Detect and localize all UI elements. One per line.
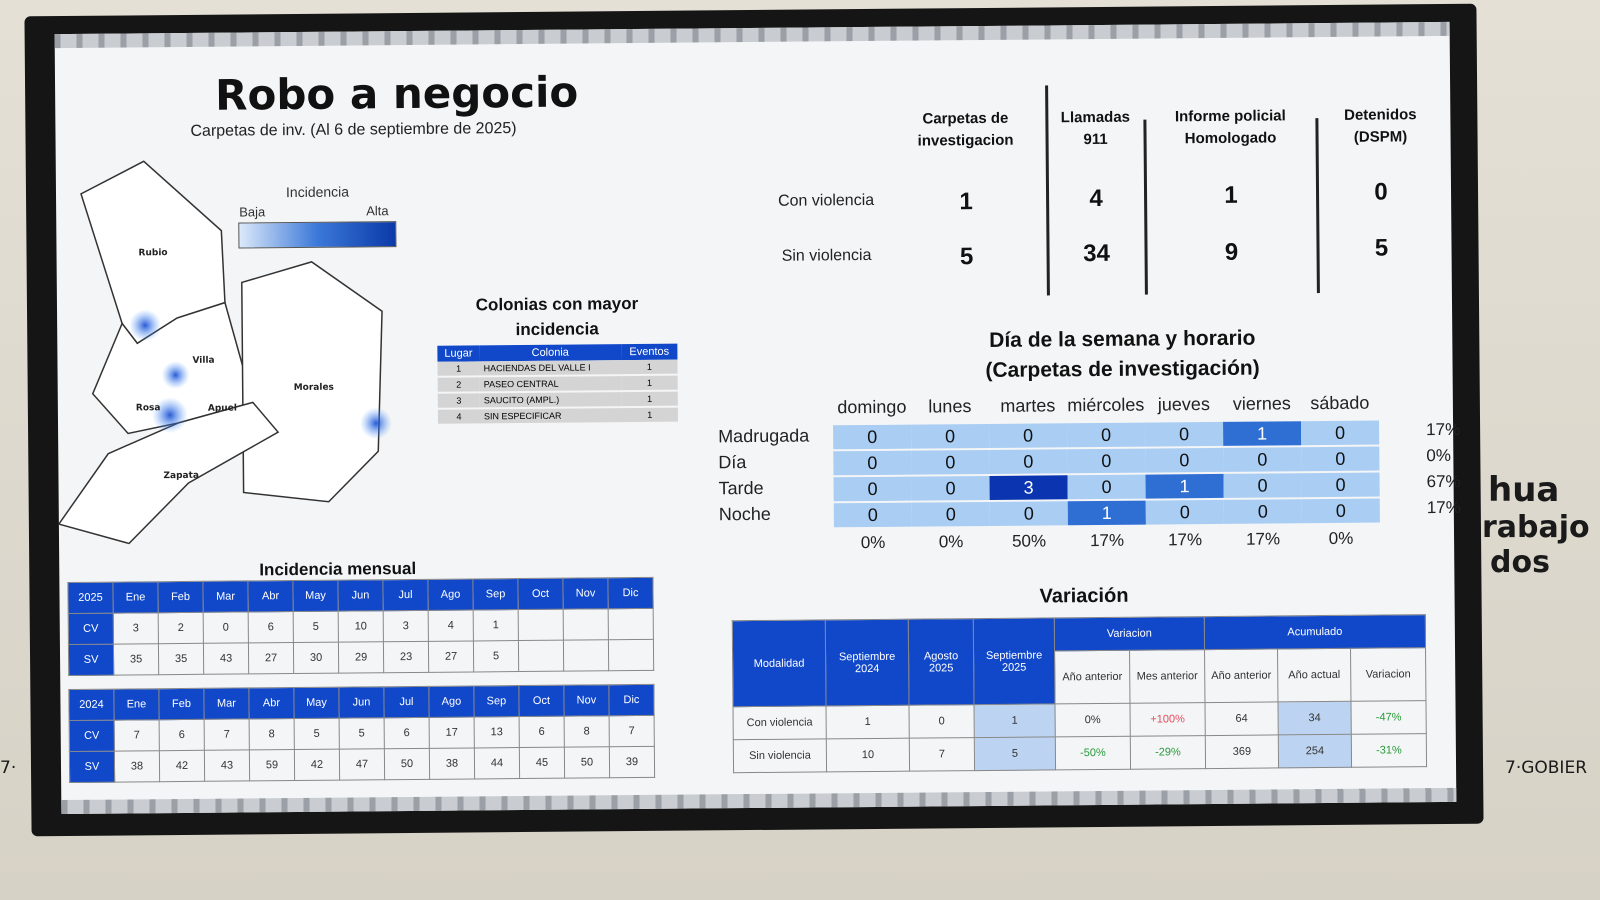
kpi-value: 9 (1224, 238, 1239, 266)
cell: 4 (438, 408, 480, 424)
heatmap-col-pct: 17% (1167, 530, 1203, 550)
heatmap-cell: 0 (834, 477, 912, 502)
cell: 0 (203, 612, 248, 643)
cell: SV (69, 751, 114, 782)
heatmap-cell: 0 (1223, 447, 1301, 472)
vh-mes-anterior: Mes anterior (1130, 650, 1205, 704)
cell: 10 (338, 611, 383, 642)
heatmap-cell: 0 (1224, 499, 1302, 524)
vh-ago25: Agosto 2025 (908, 619, 974, 706)
cell: 0 (909, 705, 974, 739)
cell: 59 (249, 750, 294, 781)
heatmap-col-pct: 17% (1245, 529, 1281, 549)
cell: Ago (428, 579, 473, 610)
heatmap-row-pct: 17% (1426, 419, 1461, 440)
cell: 369 (1205, 735, 1278, 769)
cell: 0% (1055, 703, 1130, 737)
mensual-title: Incidencia mensual (259, 558, 417, 580)
heatmap-day-label: jueves (1157, 394, 1210, 415)
kpi-value: 1 (1224, 181, 1238, 209)
table-row (68, 577, 653, 613)
heatmap-col-pct: 0% (1328, 528, 1354, 548)
heatmap-title-line2: (Carpetas de investigación) (985, 356, 1260, 382)
heatmap-cell: 0 (1301, 447, 1379, 472)
cell: 3 (438, 392, 480, 408)
screen-rail-top (55, 22, 1450, 48)
heatmap-col-pct: 17% (1089, 530, 1125, 551)
cell: 13 (474, 717, 519, 748)
kpi-value: 1 (959, 188, 973, 216)
cell: 1 (621, 375, 677, 391)
cell: Mar (204, 688, 249, 719)
cell: -47% (1351, 701, 1426, 735)
screen-rail-bottom (61, 788, 1456, 814)
cell: Jul (383, 579, 428, 610)
cell: Oct (518, 578, 563, 609)
cell: 34 (1278, 701, 1351, 735)
kpi-panel (755, 82, 1447, 318)
heatmap-day-label: miércoles (1067, 394, 1145, 416)
cell: Jun (339, 687, 384, 718)
heatmap-cell: 0 (911, 424, 989, 449)
cell (518, 609, 563, 640)
cell: 7 (609, 715, 654, 746)
cell: 5 (293, 611, 338, 642)
cell: 8 (564, 716, 609, 747)
legend-gradient (238, 221, 396, 248)
cell: PASEO CENTRAL (480, 375, 622, 392)
cell: Ene (114, 689, 159, 720)
heatmap-cell: 0 (912, 502, 990, 527)
vh-modalidad: Modalidad (732, 620, 826, 707)
heatmap-period-label: Madrugada (718, 425, 810, 447)
cell (608, 639, 653, 670)
heatmap-row-pct: 17% (1426, 497, 1461, 518)
cell: 3 (383, 610, 428, 641)
mensual-table-2024 (68, 684, 655, 783)
table-row (69, 715, 654, 751)
heatmap-cell: 1 (1223, 421, 1301, 446)
table-row (68, 639, 653, 675)
cell: Abr (248, 581, 293, 612)
cell: 44 (474, 748, 519, 779)
cell: 43 (204, 750, 249, 781)
table-row (69, 684, 654, 720)
cell: 5 (974, 737, 1055, 771)
colonias-header-eventos: Eventos (621, 344, 677, 360)
cell: 29 (338, 642, 383, 673)
heatmap-cell: 0 (1302, 499, 1380, 524)
map-label-4: Apuel (207, 403, 237, 414)
vh-acum-anterior: Año anterior (1205, 649, 1278, 703)
cell: May (293, 580, 338, 611)
heatmap-cell: 0 (912, 476, 990, 501)
cell: 64 (1205, 702, 1278, 736)
wall-text-2: rabajo (1482, 510, 1590, 545)
heatmap-day-label: martes (1000, 395, 1056, 416)
table-row (68, 608, 653, 644)
heatmap-cell: 0 (989, 449, 1067, 474)
cell: Feb (158, 581, 203, 612)
cell: Dic (608, 577, 653, 608)
kpi-header-carpetas: Carpetas de investigacion (917, 109, 1014, 150)
cell: 42 (294, 749, 339, 780)
cell: 6 (248, 612, 293, 643)
heatmap-title (937, 323, 1308, 386)
cell: SAUCITO (AMPL.) (480, 391, 622, 408)
cell (608, 608, 653, 639)
cell: Dic (609, 684, 654, 715)
kpi-value: 5 (959, 243, 974, 271)
cell: 35 (113, 644, 158, 675)
cell: 27 (248, 643, 293, 674)
heatmap-cell: 1 (1145, 474, 1223, 499)
heatmap-period-label: Tarde (718, 477, 764, 499)
cell: 1 (473, 610, 518, 641)
kpi-row-label-cv: Con violencia (777, 191, 875, 210)
cell (563, 609, 608, 640)
cell: SV (68, 644, 113, 675)
heatmap-day-label: sábado (1310, 392, 1370, 414)
cell: 50 (564, 747, 609, 778)
cell: 1 (826, 705, 909, 739)
slide-title: Robo a negocio (214, 67, 579, 120)
map-label-6: Zapata (163, 470, 200, 482)
vh-anio-anterior: Año anterior (1055, 650, 1130, 704)
kpi-header-detenidos: Detenidos (DSPM) (1344, 106, 1417, 146)
kpi-divider-2 (1143, 120, 1148, 295)
legend-high: Alta (366, 203, 389, 219)
heatmap-cell: 0 (990, 501, 1068, 526)
incidence-map (56, 151, 419, 554)
table-row (438, 407, 678, 425)
cell: -29% (1130, 736, 1205, 770)
cell (518, 640, 563, 671)
cell: 47 (339, 749, 384, 780)
cell: Feb (159, 688, 204, 719)
wall-footer-right: 7·GOBIER (1505, 758, 1588, 778)
kpi-header-llamadas: Llamadas 911 (1060, 108, 1131, 149)
cell: 42 (159, 750, 204, 781)
cell: 2 (158, 612, 203, 643)
mensual-table-2025 (67, 577, 654, 676)
map-label-3: Rosa (135, 403, 161, 414)
cell: 6 (519, 716, 564, 747)
heatmap-period-label: Noche (718, 503, 771, 525)
cell: 7 (114, 720, 159, 751)
tv-frame (24, 4, 1483, 837)
heatmap-col-pct: 0% (938, 532, 964, 552)
cell: 5 (473, 641, 518, 672)
vh-variacion: Variacion (1054, 617, 1204, 651)
cell: Sin violencia (733, 739, 826, 773)
heatmap-col-pct: 0% (860, 532, 886, 553)
cell: 4 (428, 610, 473, 641)
heatmap-cell: 0 (1223, 473, 1301, 498)
map-label-1: Rubio (138, 248, 168, 259)
heatmap-col-pct: 50% (1011, 531, 1047, 551)
cell: 1 (621, 360, 677, 375)
kpi-header-iph: Informe policial Homologado (1174, 107, 1286, 148)
map-label-2: Villa (192, 355, 215, 366)
cell: 5 (294, 718, 339, 749)
cell: 7 (909, 738, 974, 772)
cell: 17 (429, 717, 474, 748)
heatmap-day-label: viernes (1232, 393, 1291, 414)
heatmap-cell: 0 (1145, 422, 1223, 447)
heatmap-cell: 0 (1301, 421, 1379, 446)
heatmap-day-label: lunes (928, 396, 972, 417)
cell: 1 (622, 407, 678, 423)
heatmap-row-pct: 67% (1426, 471, 1461, 492)
heatmap-cell: 0 (1067, 423, 1145, 448)
cell: +100% (1130, 703, 1205, 737)
cell: Nov (563, 578, 608, 609)
heatmap-cell: 0 (1301, 473, 1379, 498)
cell: Con violencia (733, 706, 826, 740)
cell: SIN ESPECIFICAR (480, 407, 622, 424)
heatmap-cell: 0 (1145, 448, 1223, 473)
cell: 2024 (69, 689, 114, 720)
map-hotspot-1 (129, 309, 161, 341)
vh-acum-actual: Año actual (1278, 648, 1351, 702)
wall-text-1: hua (1488, 470, 1560, 510)
heatmap-day-label: domingo (837, 396, 907, 418)
cell: 2025 (68, 582, 113, 613)
cell: Abr (249, 688, 294, 719)
cell: 50 (384, 748, 429, 779)
heatmap-cell: 0 (833, 425, 911, 450)
cell: Jun (338, 580, 383, 611)
kpi-value: 5 (1374, 234, 1389, 262)
heatmap-cell: 0 (989, 423, 1067, 448)
cell: Ago (429, 686, 474, 717)
cell: 45 (519, 747, 564, 778)
kpi-value: 4 (1089, 184, 1103, 213)
kpi-value: 34 (1083, 239, 1111, 268)
legend-low: Baja (239, 204, 266, 220)
cell: Mar (203, 581, 248, 612)
vh-sep25: Septiembre 2025 (973, 618, 1055, 705)
cell: Ene (113, 582, 158, 613)
colonias-table (437, 344, 678, 426)
heatmap-cell: 0 (1067, 475, 1145, 500)
cell: Sep (474, 686, 519, 717)
vh-acumulado: Acumulado (1204, 615, 1425, 650)
heatmap-title-line1: Día de la semana y horario (989, 326, 1256, 352)
cell: 3 (113, 613, 158, 644)
heatmap-cell: 1 (1068, 501, 1146, 526)
map-hotspot-4 (360, 407, 392, 439)
cell: May (294, 687, 339, 718)
kpi-value: 0 (1374, 178, 1388, 206)
wall-footer-left: 7· (0, 758, 17, 778)
cell: 39 (609, 746, 654, 777)
cell: 1 (974, 704, 1055, 738)
cell: 27 (428, 641, 473, 672)
cell: CV (68, 613, 113, 644)
cell: HACIENDAS DEL VALLE I (480, 360, 622, 376)
slide-subtitle: Carpetas de inv. (Al 6 de septiembre de 2025) (190, 120, 517, 140)
table-row (733, 734, 1426, 773)
map-label-5: Morales (293, 382, 334, 394)
cell: 6 (159, 719, 204, 750)
cell: 7 (204, 719, 249, 750)
cell: 23 (383, 641, 428, 672)
kpi-row-label-sv: Sin violencia (781, 246, 872, 265)
variacion-title: Variación (1039, 584, 1129, 608)
heatmap-row-pct: 0% (1426, 445, 1451, 466)
cell: 254 (1278, 734, 1351, 768)
cell: 1 (621, 391, 677, 407)
cell: -50% (1055, 736, 1130, 770)
cell: 38 (429, 748, 474, 779)
cell: 5 (339, 718, 384, 749)
heatmap-cell: 0 (911, 450, 989, 475)
cell: 10 (826, 738, 909, 772)
colonias-header-colonia: Colonia (479, 344, 621, 361)
cell: 38 (114, 751, 159, 782)
cell: Sep (473, 579, 518, 610)
table-row (69, 746, 654, 782)
cell: 43 (203, 643, 248, 674)
vh-sep24: Septiembre 2024 (825, 619, 909, 706)
colonias-title: Colonias con mayor incidencia (475, 294, 639, 340)
cell: 35 (158, 643, 203, 674)
kpi-divider-1 (1045, 85, 1050, 295)
heatmap-cell: 0 (1067, 449, 1145, 474)
slide (55, 22, 1461, 814)
map-hotspot-2 (161, 361, 189, 389)
heatmap-period-label: Día (718, 452, 747, 473)
kpi-divider-3 (1315, 118, 1320, 293)
legend-title: Incidencia (285, 183, 350, 201)
variacion-table (732, 614, 1427, 773)
cell: Oct (519, 685, 564, 716)
cell: CV (69, 720, 114, 751)
heatmap-cell: 0 (834, 503, 912, 528)
cell: 30 (293, 642, 338, 673)
heatmap-cell: 3 (989, 475, 1067, 500)
cell: Jul (384, 686, 429, 717)
cell: 2 (438, 376, 480, 392)
heatmap-cell: 0 (833, 451, 911, 476)
colonias-header-lugar: Lugar (437, 345, 479, 361)
vh-acum-variacion: Variacion (1351, 648, 1426, 702)
heatmap-cell: 0 (1146, 500, 1224, 525)
cell: 1 (437, 361, 479, 376)
cell: -31% (1351, 734, 1426, 768)
cell (563, 640, 608, 671)
cell: 8 (249, 719, 294, 750)
wall-text-3: dos (1490, 545, 1550, 580)
cell: 6 (384, 717, 429, 748)
cell: Nov (564, 685, 609, 716)
